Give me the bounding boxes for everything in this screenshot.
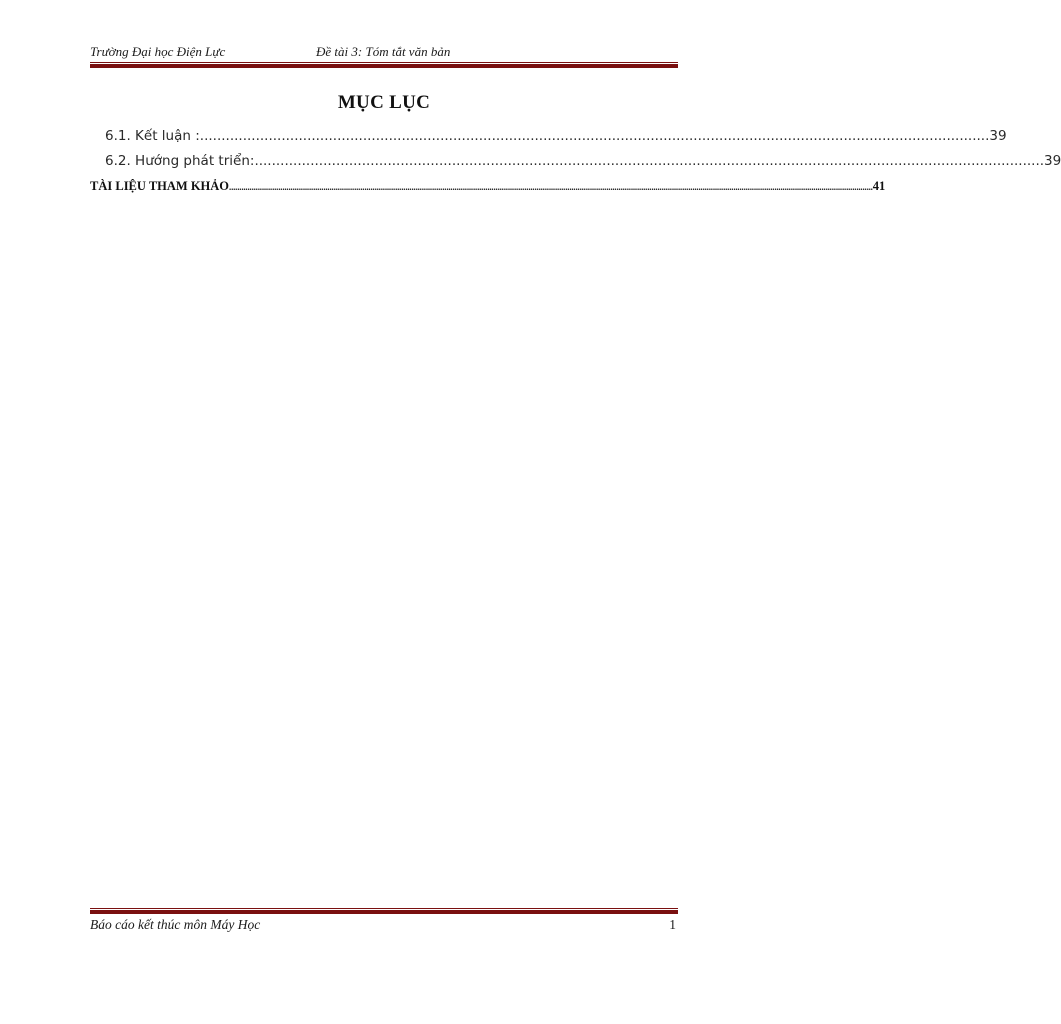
toc-entry-page: 39: [1044, 153, 1061, 169]
toc-entry-label: TÀI LIỆU THAM KHẢO: [90, 179, 230, 193]
toc-entry-tai-lieu-tham-khao[interactable]: [90, 179, 886, 194]
toc-leader-dots: ........................................................................................................................................................................................: [199, 128, 990, 144]
page-header: [90, 44, 678, 62]
header-rule: [90, 62, 678, 68]
toc-entry-page: 41: [872, 179, 886, 193]
toc-leader-dots: ........................................................................................................................................................................................: [254, 153, 1045, 169]
footer-report-title: Báo cáo kết thúc môn Máy Học: [90, 917, 261, 932]
toc-entry-label: 6.2. Hướng phát triển:: [105, 153, 255, 169]
footer-rule: [90, 908, 678, 914]
page-title: MỤC LỤC: [337, 92, 431, 113]
header-school-name: Trường Đại học Điện Lực: [90, 44, 226, 59]
toc-entry-huong-phat-trien[interactable]: [105, 153, 1061, 169]
toc-entry-page: 39: [989, 128, 1007, 144]
page-footer: [90, 917, 678, 935]
toc-leader-dots: ..........................................................................................................................................................................................................................................................................................................................: [229, 182, 873, 192]
footer-page-number: 1: [669, 917, 676, 932]
toc-entry-ket-luan[interactable]: [105, 128, 1007, 144]
header-topic: Đề tài 3: Tóm tắt văn bản: [316, 44, 451, 59]
toc-entry-label: 6.1. Kết luận :: [105, 128, 200, 144]
